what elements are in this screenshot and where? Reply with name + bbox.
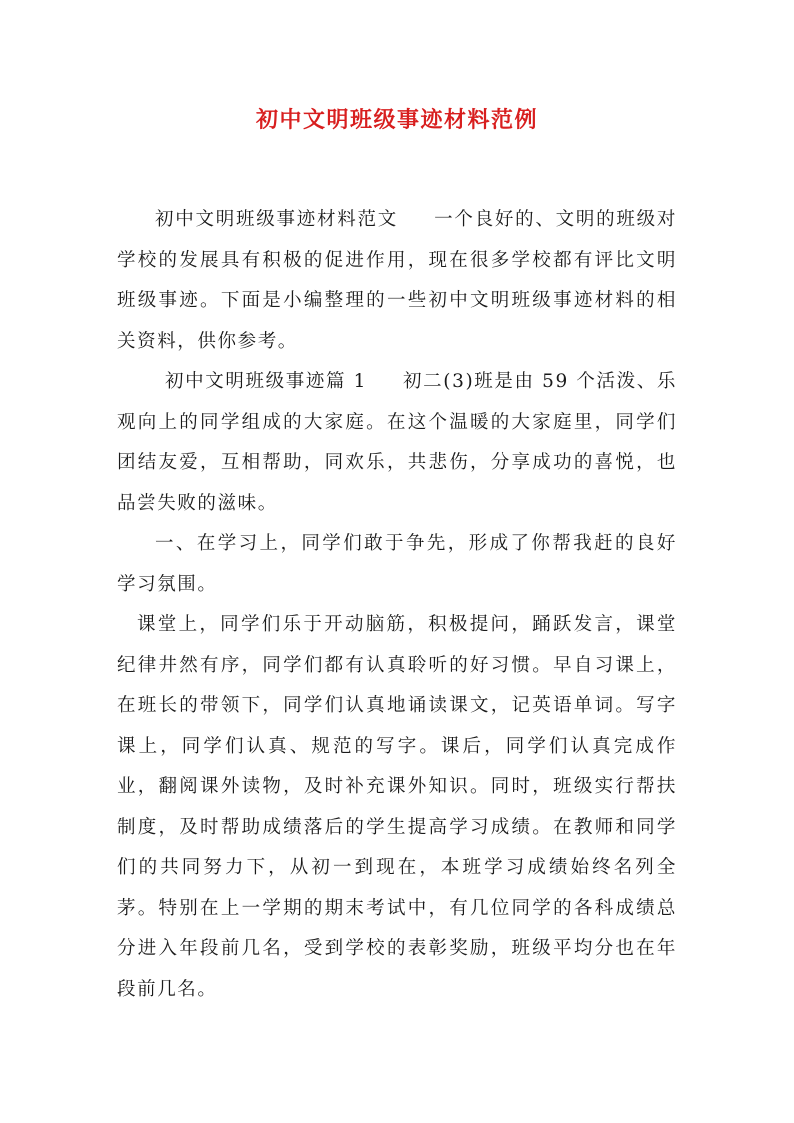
section1-body: 初二(3)班是由 59 个活泼、乐观向上的同学组成的大家庭。在这个温暖的大家庭里，同学们团结友爱，互相帮助，同欢乐，共悲伤，分享成功的喜悦，也品尝失败的滋味。: [117, 371, 677, 514]
section1-lead: 初中文明班级事迹篇 1: [165, 371, 367, 392]
heading-1: 一、在学习上，同学们敢于争先，形成了你帮我赶的良好学习氛围。: [117, 533, 677, 595]
study-paragraph: 课堂上，同学们乐于开动脑筋，积极提问，踊跃发言，课堂纪律井然有序，同学们都有认真聆听的好习惯。早自习课上，在班长的带领下，同学们认真地诵读课文，记英语单词。写字课上，同学们认真、规范的写字。课后，同学们认真完成作业，翻阅课外读物，及时补充课外知识。同时，班级实行帮扶制度，及时帮助成绩落后的学生提高学习成绩。在教师和同学们的共同努力下，从初一到现在，本班学习成绩始终名列全茅。特别在上一学期的期末考试中，有几位同学的各科成绩总分进入年段前几名，受到学校的表彰奖励，班级平均分也在年段前几名。: [117, 614, 677, 1000]
intro-paragraph: [117, 200, 677, 362]
document-title: 初中文明班级事迹材料范例: [255, 107, 538, 133]
intro-body: 一个良好的、文明的班级对学校的发展具有积极的促进作用，现在很多学校都有评比文明班级事迹。下面是小编整理的一些初中文明班级事迹材料的相关资料，供你参考。: [117, 209, 677, 352]
document-body: [117, 200, 677, 1010]
intro-lead: 初中文明班级事迹材料范文: [155, 209, 398, 230]
section1-paragraph: [117, 362, 677, 524]
